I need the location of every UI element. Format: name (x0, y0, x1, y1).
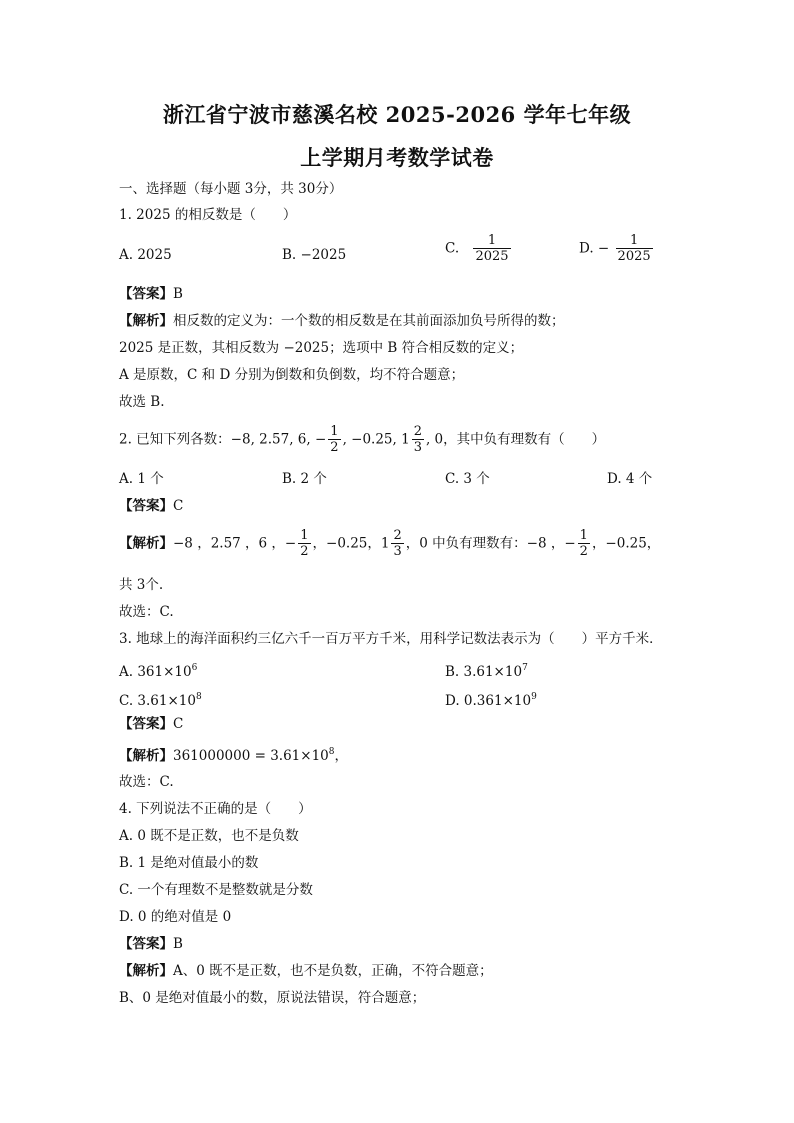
q2-analysis-line2: 共 3个. (119, 577, 164, 593)
fraction-numerator: 2 (393, 528, 402, 543)
fraction-denominator: 2025 (617, 249, 651, 264)
q3-option-d (445, 688, 537, 710)
q2-fraction-half (328, 424, 340, 455)
q1-option-c-fraction (473, 233, 510, 264)
analysis-part1: −8 ，2.57 ，6 ，− (173, 535, 297, 552)
analysis-tag: 【解析】 (119, 313, 173, 329)
q1-analysis-line2: 2025 是正数，其相反数为 −2025；选项中 B 符合相反数的定义； (119, 340, 524, 356)
q2-option-a: A. 1 个 (119, 471, 164, 487)
q3-option-b (445, 659, 528, 681)
q2-stem-end: , 0，其中负有理数有（ ） (425, 431, 606, 448)
q2-answer (119, 497, 183, 515)
q1-option-a: A. 2025 (119, 247, 172, 263)
answer-value: B (173, 286, 183, 302)
option-text: D. 0.361×10 (445, 693, 532, 709)
analysis-tag: 【解析】 (119, 963, 173, 979)
q1-option-d-label: D. − (579, 240, 610, 257)
answer-tag: 【答案】 (119, 936, 173, 952)
q4-answer (119, 935, 183, 953)
fraction-numerator: 1 (579, 528, 588, 543)
q2-conclusion: 故选：C. (119, 604, 174, 620)
q2-analysis-fraction-1 (298, 528, 310, 559)
fraction-numerator: 2 (413, 424, 422, 439)
q2-option-c: C. 3 个 (445, 471, 490, 487)
analysis-part3: ，0 中负有理数有：−8 ，− (405, 535, 576, 552)
fraction-denominator: 2 (330, 440, 339, 455)
fraction-denominator: 3 (393, 544, 402, 559)
q1-analysis-line3: A 是原数，C 和 D 分别为倒数和负倒数，均不符合题意； (119, 367, 465, 383)
q4-option-d: D. 0 的绝对值是 0 (119, 909, 232, 925)
exponent: 7 (522, 663, 528, 673)
answer-value: B (173, 936, 183, 952)
q4-option-b: B. 1 是绝对值最小的数 (119, 855, 259, 871)
q2-analysis-line1 (119, 528, 660, 559)
q1-option-d (579, 233, 655, 264)
analysis-part2: ，−0.25，1 (312, 535, 390, 552)
q4-option-a: A. 0 既不是正数，也不是负数 (119, 828, 299, 844)
analysis-tag: 【解析】 (119, 748, 173, 764)
q2-option-b: B. 2 个 (282, 471, 327, 487)
exponent: 8 (195, 692, 202, 702)
exam-title-line1: 浙江省宁波市慈溪名校 2025-2026 学年七年级 (162, 102, 632, 127)
analysis-text: 相反数的定义为：一个数的相反数是在其前面添加负号所得的数； (173, 313, 565, 329)
question-1-stem: 1. 2025 的相反数是（ ） (119, 207, 297, 223)
fraction-numerator: 1 (330, 424, 339, 439)
analysis-text: 361000000 = 3.61×10 (173, 748, 329, 764)
fraction-numerator: 1 (616, 233, 653, 249)
q1-answer (119, 285, 183, 303)
fraction-denominator: 3 (413, 440, 422, 455)
q3-conclusion: 故选：C. (119, 774, 174, 790)
q2-stem-start: 2. 已知下列各数：−8, 2.57, 6, − (119, 431, 327, 448)
section-heading: 一、选择题（每小题 3分，共 30分） (119, 181, 343, 197)
q3-option-c (119, 688, 202, 710)
answer-tag: 【答案】 (119, 716, 173, 732)
q1-option-d-fraction (616, 233, 653, 264)
question-4-stem: 4. 下列说法不正确的是（ ） (119, 801, 312, 817)
fraction-denominator: 2025 (475, 249, 509, 264)
option-text: B. 3.61×10 (445, 664, 523, 680)
fraction-denominator: 2 (579, 544, 588, 559)
exam-title-line2: 上学期月考数学试卷 (300, 145, 494, 170)
analysis-text-end: ， (334, 748, 348, 764)
q1-option-c-label: C. (445, 240, 460, 257)
option-text: C. 3.61×10 (119, 693, 196, 709)
exponent: 8 (328, 747, 335, 757)
q1-option-c (445, 233, 513, 264)
q4-analysis-line1 (119, 962, 493, 980)
q3-analysis (119, 743, 348, 765)
fraction-numerator: 1 (300, 528, 309, 543)
q1-option-b: B. −2025 (282, 247, 347, 263)
q3-answer (119, 715, 183, 733)
fraction-denominator: 2 (300, 544, 309, 559)
question-2-stem (119, 424, 605, 455)
q3-option-a (119, 659, 197, 681)
analysis-part4: ，−0.25， (591, 535, 661, 552)
q2-analysis-fraction-2 (391, 528, 403, 559)
answer-value: C (173, 716, 184, 732)
answer-tag: 【答案】 (119, 498, 173, 514)
q4-option-c: C. 一个有理数不是整数就是分数 (119, 882, 313, 898)
analysis-tag: 【解析】 (119, 535, 173, 552)
answer-tag: 【答案】 (119, 286, 173, 302)
question-3-stem: 3. 地球上的海洋面积约三亿六千一百万平方千米，用科学记数法表示为（ ）平方千米． (119, 631, 663, 647)
analysis-text: A、0 既不是正数，也不是负数，正确，不符合题意； (173, 963, 493, 979)
q2-stem-middle: , −0.25, 1 (342, 431, 410, 448)
q2-option-d: D. 4 个 (607, 471, 653, 487)
option-text: A. 361×10 (119, 664, 192, 680)
exponent: 6 (191, 663, 198, 673)
answer-value: C (173, 498, 184, 514)
q2-fraction-two-thirds (412, 424, 424, 455)
exponent: 9 (531, 692, 537, 702)
q1-analysis-line1 (119, 312, 565, 330)
q2-analysis-fraction-3 (578, 528, 590, 559)
fraction-numerator: 1 (473, 233, 510, 249)
q4-analysis-line2: B、0 是绝对值最小的数，原说法错误，符合题意； (119, 990, 426, 1006)
q1-analysis-line4: 故选 B. (119, 394, 165, 410)
